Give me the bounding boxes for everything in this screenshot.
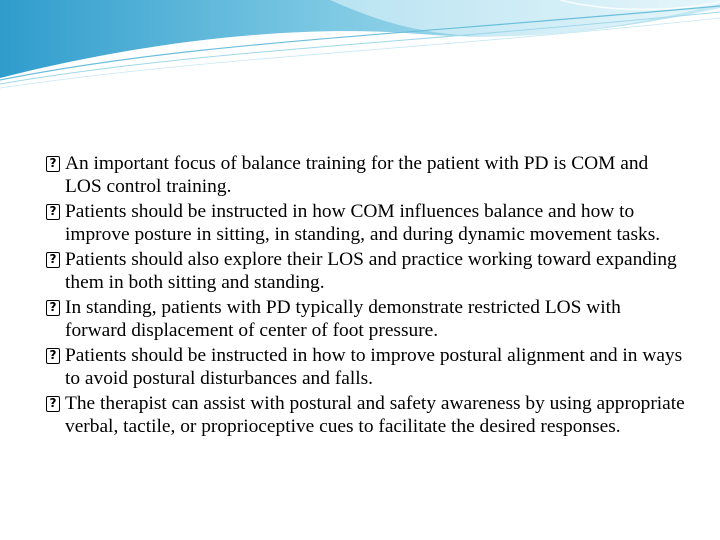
bullet-text: Patients should be instructed in how COM influences balance and how to improve posture in sitting, in standing, and during dynamic movement tasks. <box>65 201 661 245</box>
bullet-item <box>46 249 686 294</box>
bullet-text: The therapist can assist with postural and safety awareness by using appropriate verbal, tactile, or proprioceptive cues to facilitate the desired responses. <box>65 393 685 437</box>
bullet-text: In standing, patients with PD typically demonstrate restricted LOS with forward displacement of center of foot pressure. <box>65 297 621 341</box>
bullet-text: Patients should also explore their LOS and practice working toward expanding them in both sitting and standing. <box>65 249 677 293</box>
header-wave-decoration <box>0 0 720 90</box>
bullet-list <box>46 153 686 438</box>
bullet-item <box>46 393 686 438</box>
missing-glyph-icon: ? <box>46 252 60 268</box>
bullet-item <box>46 201 686 246</box>
slide-body <box>46 153 686 441</box>
bullet-item <box>46 345 686 390</box>
missing-glyph-icon: ? <box>46 396 60 412</box>
missing-glyph-icon: ? <box>46 300 60 316</box>
missing-glyph-icon: ? <box>46 348 60 364</box>
bullet-item <box>46 153 686 198</box>
bullet-text: Patients should be instructed in how to improve postural alignment and in ways to avoid postural disturbances and falls. <box>65 345 683 389</box>
bullet-item <box>46 297 686 342</box>
missing-glyph-icon: ? <box>46 204 60 220</box>
bullet-text: An important focus of balance training for the patient with PD is COM and LOS control training. <box>65 153 649 197</box>
missing-glyph-icon: ? <box>46 156 60 172</box>
